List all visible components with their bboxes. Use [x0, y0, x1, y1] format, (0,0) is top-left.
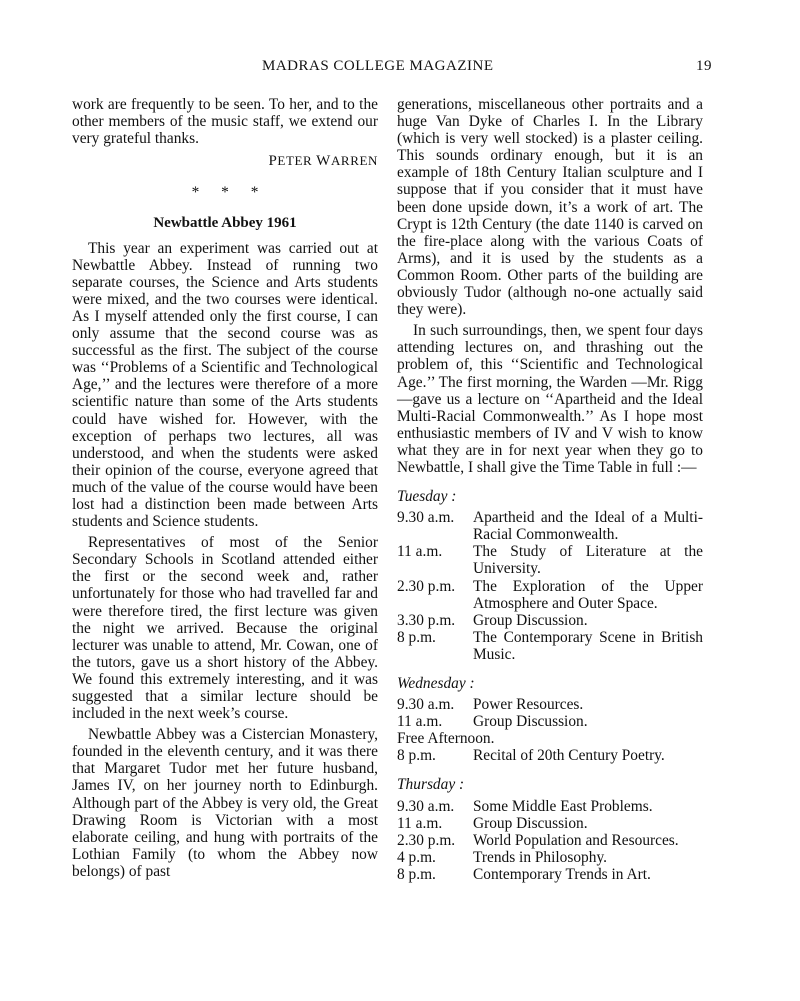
author-signature	[72, 152, 378, 170]
article-title: Newbattle Abbey 1961	[153, 215, 297, 232]
timetable-time: 11 a.m.	[397, 713, 443, 731]
timetable-time: 8 p.m.	[397, 628, 436, 646]
signature-initial: W	[316, 153, 331, 170]
timetable-event: Apartheid and the Ideal of a Multi-Racial Commonwealth.	[473, 509, 703, 544]
signature-text: ARREN	[330, 153, 378, 169]
timetable-row	[397, 832, 703, 849]
timetable-row	[397, 866, 703, 883]
timetable-row	[397, 578, 703, 612]
timetable-event: The Study of Literature at the University.	[473, 543, 703, 578]
timetable-free-afternoon: Free Afternoon.	[397, 730, 495, 748]
signature-initial: P	[268, 153, 278, 170]
timetable-time: 4 p.m.	[397, 848, 436, 866]
body-paragraph: Representatives of most of the Senior Secondary Schools in Scotland attended either the first or the second week and, rather unfortunately for those who had travelled far and were therefore tired, the first lecture was given the night we arrived. Because the original lecturer was unable to attend, Mr. Cowan, one of the tutors, gave us a short history of the Abbey. We found this extremely interesting, and it was suggested that a similar lecture should be included in the next week’s course.	[72, 534, 378, 723]
timetable-event: Group Discussion.	[473, 814, 588, 832]
timetable-time: 9.30 a.m.	[397, 696, 455, 714]
timetable-event: Contemporary Trends in Art.	[473, 865, 651, 883]
timetable-row	[397, 713, 703, 730]
timetable-day: Thursday :	[397, 776, 465, 794]
timetable-row	[397, 612, 703, 629]
timetable-event: The Exploration of the Upper Atmosphere and Outer Space.	[473, 577, 703, 612]
timetable-event: Group Discussion.	[473, 713, 588, 731]
timetable-row	[397, 849, 703, 866]
timetable-row	[397, 509, 703, 543]
timetable-thursday	[397, 776, 703, 883]
timetable-time: 8 p.m.	[397, 747, 436, 765]
timetable-tuesday	[397, 488, 703, 663]
timetable-event: The Contemporary Scene in British Music.	[473, 628, 703, 663]
body-paragraph: Newbattle Abbey was a Cistercian Monastery, founded in the eleventh century, and it was there that Margaret Tudor met her future husband, James IV, on her journey north to Edinburgh. Although part of the Abbey is very old, the Great Drawing Room is Victorian with a most elaborate ceiling, and hung with portraits of the Lothian Family (to whom the Abbey now belongs) of past	[72, 726, 378, 880]
timetable-row	[397, 629, 703, 663]
timetable-time: 2.30 p.m.	[397, 831, 456, 849]
timetable-row	[397, 696, 703, 713]
timetable-day: Tuesday :	[397, 488, 457, 506]
timetable-row	[397, 543, 703, 577]
timetable-event: World Population and Resources.	[473, 831, 679, 849]
timetable-event: Trends in Philosophy.	[473, 848, 607, 866]
right-column	[397, 96, 703, 883]
timetable-time: 11 a.m.	[397, 543, 443, 561]
timetable-time: 3.30 p.m.	[397, 611, 456, 629]
page-number: 19	[696, 58, 712, 74]
intro-paragraph: work are frequently to be seen. To her, and to the other members of the music staff, we extend our very grateful thanks.	[72, 96, 378, 148]
timetable-event: Group Discussion.	[473, 611, 588, 629]
timetable-time: 9.30 a.m.	[397, 797, 455, 815]
timetable-row	[397, 747, 703, 764]
running-title: MADRAS COLLEGE MAGAZINE	[262, 58, 494, 74]
timetable-time: 2.30 p.m.	[397, 577, 456, 595]
section-separator: * * *	[191, 184, 259, 202]
timetable-event: Some Middle East Problems.	[473, 797, 653, 815]
timetable-row	[397, 815, 703, 832]
body-paragraph: This year an experiment was carried out at Newbattle Abbey. Instead of running two separate courses, the Science and Arts students were mixed, and the two courses were identical. As I myself attended only the first course, I can only assume that the second course was as successful as the first. The subject of the course was ‘‘Problems of a Scientific and Technological Age,’’ and the lectures were therefore of a more scientific nature than some of the Arts students could have wished for. However, with the exception of perhaps two lectures, all was understood, and when the students were asked their opinion of the course, everyone agreed that much of the value of the course would have been lost had a distinction been made between Arts students and Science students.	[72, 239, 378, 531]
timetable-wednesday	[397, 675, 703, 764]
page-header	[72, 58, 712, 80]
timetable-time: 9.30 a.m.	[397, 509, 455, 527]
timetable-row	[397, 798, 703, 815]
timetable-event: Power Resources.	[473, 696, 584, 714]
left-column	[72, 96, 378, 880]
timetable-time: 11 a.m.	[397, 814, 443, 832]
signature-text: ETER	[277, 153, 313, 169]
timetable-time: 8 p.m.	[397, 865, 436, 883]
timetable-day: Wednesday :	[397, 675, 475, 692]
body-paragraph: In such surroundings, then, we spent four days attending lectures on, and thrashing out the problem of, this ‘‘Scientific and Technological Age.’’ The first morning, the Warden —Mr. Rigg—gave us a lecture on ‘‘Apartheid and the Ideal Multi-Racial Commonwealth.’’ As I hope most enthusiastic members of IV and V wish to know what they are in for next year when they go to Newbattle, I shall give the Time Table in full :—	[397, 322, 703, 476]
body-paragraph: generations, miscellaneous other portraits and a huge Van Dyke of Charles I. In the Library (which is very well stocked) is a plaster ceiling. This sounds ordinary enough, but it is an example of 18th Century Italian sculpture and I suppose that if you consider that it must have been done upside down, it’s a work of art. The Crypt is 12th Century (the date 1140 is carved on the fire-place along with the various Coats of Arms), and it is used by the students as a Common Room. Other parts of the building are obviously Tudor (although no-one actually said they were).	[397, 96, 703, 319]
timetable-event: Recital of 20th Century Poetry.	[473, 747, 665, 765]
